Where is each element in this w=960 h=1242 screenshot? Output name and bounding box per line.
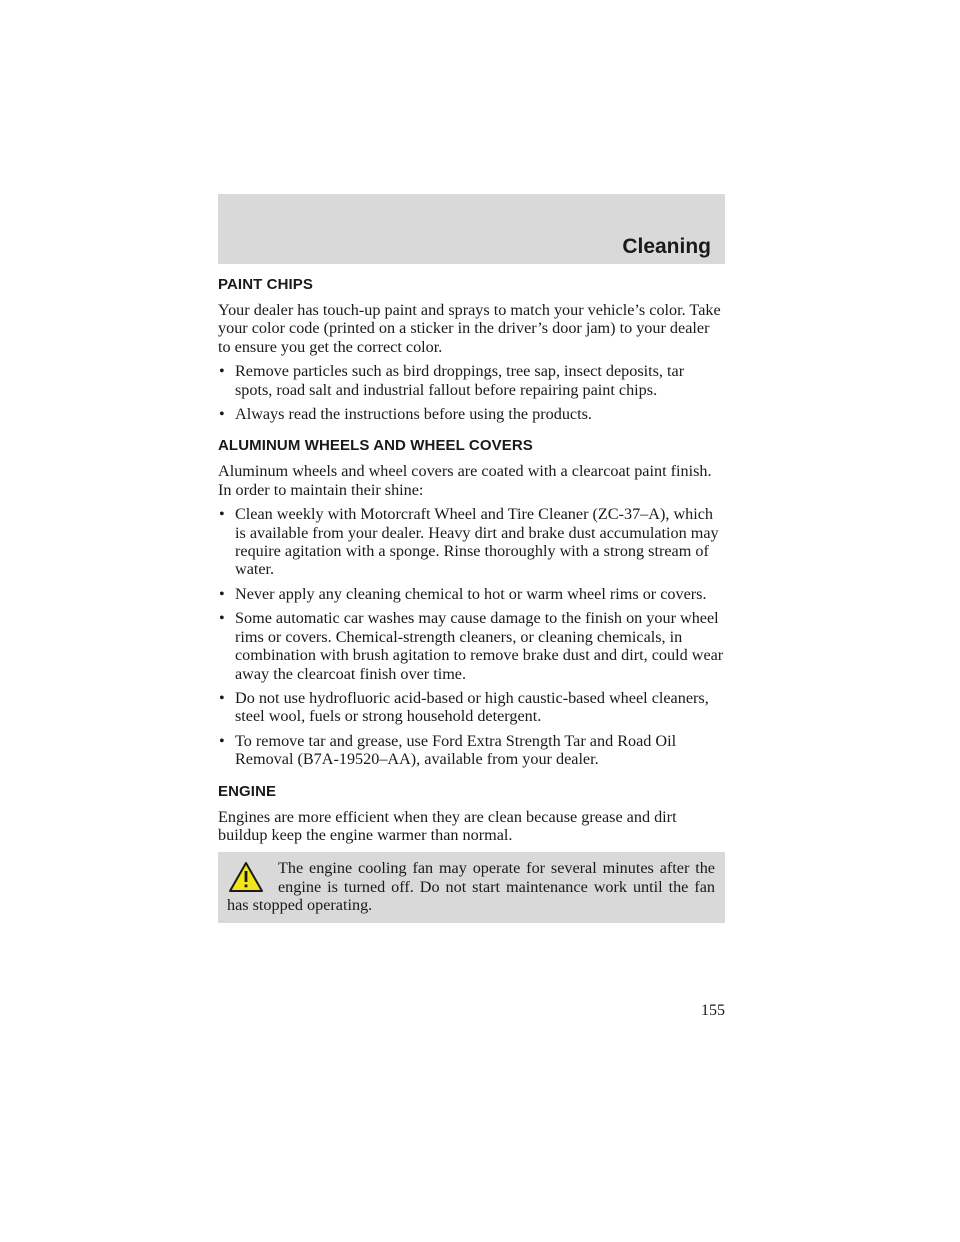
aluminum-wheels-list — [218, 505, 725, 768]
bullet-dot: • — [219, 609, 225, 628]
paint-chips-intro: Your dealer has touch-up paint and sprays to match your vehicle’s color. Take your color code (printed on a sticker in the driver’s door jam) to your dealer to ensure you get the correct color. — [218, 301, 721, 356]
list-item — [218, 405, 725, 423]
list-item-text: Some automatic car washes may cause damage to the finish on your wheel rims or covers. Chemical-strength cleaners, or cleaning chemicals, in combination with brush agitation to remove brake dust and dirt, could wear away the clearcoat finish over time. — [235, 609, 724, 683]
list-item-text: Remove particles such as bird droppings, tree sap, insect deposits, tar spots, road salt and industrial fallout before repairing paint chips. — [235, 362, 685, 399]
list-item — [218, 689, 725, 726]
page-number: 155 — [701, 1002, 725, 1019]
list-item-text: Never apply any cleaning chemical to hot or warm wheel rims or covers. — [235, 584, 707, 603]
list-item-text: Always read the instructions before using the products. — [235, 405, 592, 424]
paint-chips-list — [218, 362, 725, 423]
bullet-dot: • — [219, 584, 225, 603]
bullet-dot: • — [219, 731, 225, 750]
bullet-dot: • — [219, 362, 225, 381]
warning-text: The engine cooling fan may operate for several minutes after the engine is turned off. Do not start maintenance work until the fan has stopped operating. — [227, 859, 715, 915]
bullet-dot: • — [219, 688, 225, 707]
list-item-text: To remove tar and grease, use Ford Extra Strength Tar and Road Oil Removal (B7A-19520–AA), available from your dealer. — [235, 731, 677, 769]
heading-paint-chips: PAINT CHIPS — [218, 276, 313, 293]
bullet-dot: • — [219, 405, 225, 424]
list-item — [218, 585, 725, 603]
warning-box — [218, 852, 725, 922]
engine-intro: Engines are more efficient when they are clean because grease and dirt buildup keep the engine warmer than normal. — [218, 807, 677, 844]
list-item-text: Do not use hydrofluoric acid-based or high caustic-based wheel cleaners, steel wool, fuels or strong household detergent. — [235, 688, 709, 726]
warning-triangle-icon — [228, 861, 264, 893]
aluminum-wheels-intro: Aluminum wheels and wheel covers are coated with a clearcoat paint finish. In order to maintain their shine: — [218, 462, 712, 499]
heading-engine: ENGINE — [218, 782, 277, 800]
page-title: Cleaning — [622, 235, 711, 258]
heading-aluminum-wheels: ALUMINUM WHEELS AND WHEEL COVERS — [218, 437, 533, 455]
bullet-dot: • — [219, 505, 225, 524]
page-content — [218, 276, 725, 923]
list-item — [218, 505, 725, 579]
list-item — [218, 609, 725, 683]
header-band — [218, 194, 725, 264]
list-item — [218, 362, 725, 399]
list-item-text: Clean weekly with Motorcraft Wheel and Tire Cleaner (ZC-37–A), which is available from your dealer. Heavy dirt and brake dust accumulation may require agitation with a sponge. Rinse thoroughly with a strong stream of water. — [235, 505, 719, 579]
list-item — [218, 732, 725, 769]
